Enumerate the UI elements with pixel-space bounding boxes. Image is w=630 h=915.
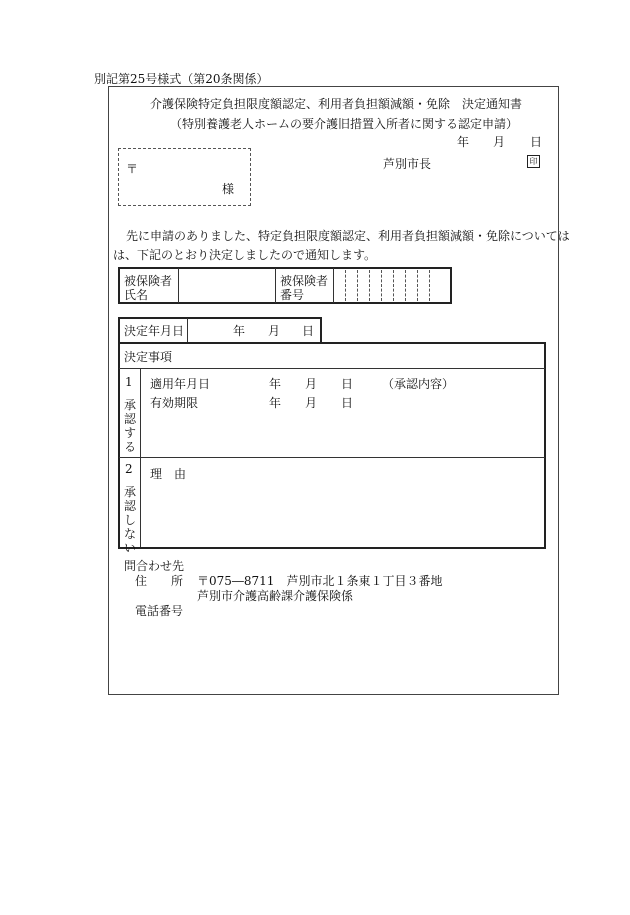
insured-name-label: 被保険者: [124, 274, 173, 288]
insured-name-field[interactable]: [180, 270, 273, 301]
insured-table-divider: [333, 268, 334, 303]
recipient-address-box[interactable]: [118, 148, 251, 206]
issuer-name: 芦別市長: [383, 157, 432, 171]
insured-table-divider: [275, 268, 276, 303]
insured-table-divider: [178, 268, 179, 303]
decision-date-year: 年: [233, 324, 246, 338]
postal-mark: 〒: [126, 162, 139, 176]
decision-date-divider: [187, 318, 188, 342]
recipient-honorific: 様: [222, 182, 235, 196]
apply-date-month: 月: [305, 377, 318, 391]
insured-number-label-2: 番号: [280, 288, 305, 302]
contact-department: 芦別市介護高齢課介護保険係: [197, 589, 354, 603]
valid-until-label: 有効期限: [150, 396, 199, 410]
issue-date-month: 月: [493, 135, 506, 149]
contact-address-value: 〒075―8711 芦別市北１条東１丁目３番地: [197, 574, 443, 588]
contact-address-label: 住 所: [135, 574, 184, 588]
apply-date-day: 日: [341, 377, 354, 391]
form-number-label: 別記第25号様式（第20条関係）: [94, 72, 269, 86]
approval-content-label: （承認内容）: [382, 377, 455, 391]
reject-label: 承認しない: [123, 485, 136, 555]
decision-header-divider: [119, 368, 545, 369]
decision-date-month: 月: [268, 324, 281, 338]
apply-date-year: 年: [269, 377, 282, 391]
decision-date-day: 日: [302, 324, 315, 338]
apply-date-label: 適用年月日: [150, 377, 211, 391]
body-text-line-2: は、下記のとおり決定しましたので通知します。: [113, 248, 377, 262]
decision-items-table: [118, 342, 546, 549]
contact-phone-label: 電話番号: [135, 604, 184, 618]
seal-stamp: 印: [527, 155, 540, 168]
contact-heading: 問合わせ先: [124, 559, 185, 573]
issue-date-year: 年: [457, 135, 470, 149]
document-subtitle: （特別養護老人ホームの要介護旧措置入所者に関する認定申請）: [170, 117, 519, 131]
decision-date-label: 決定年月日: [124, 324, 185, 338]
approve-label: 承認する: [123, 398, 136, 454]
reject-number: 2: [125, 462, 133, 476]
valid-until-year: 年: [269, 396, 282, 410]
approve-number: 1: [125, 375, 133, 389]
body-text-line-1: 先に申請のありました、特定負担限度額認定、利用者負担額減額・免除については: [126, 229, 570, 243]
decision-row-divider: [119, 457, 545, 458]
valid-until-day: 日: [341, 396, 354, 410]
insured-number-field[interactable]: [335, 270, 450, 301]
issue-date-day: 日: [530, 135, 543, 149]
decision-items-header: 決定事項: [124, 350, 173, 364]
document-title: 介護保険特定負担限度額認定、利用者負担額減額・免除 決定通知書: [150, 97, 523, 111]
decision-label-column-divider: [140, 369, 141, 547]
insured-name-label-2: 氏名: [124, 288, 149, 302]
reject-reason-label: 理 由: [150, 467, 187, 481]
insured-number-label: 被保険者: [280, 274, 329, 288]
valid-until-month: 月: [305, 396, 318, 410]
